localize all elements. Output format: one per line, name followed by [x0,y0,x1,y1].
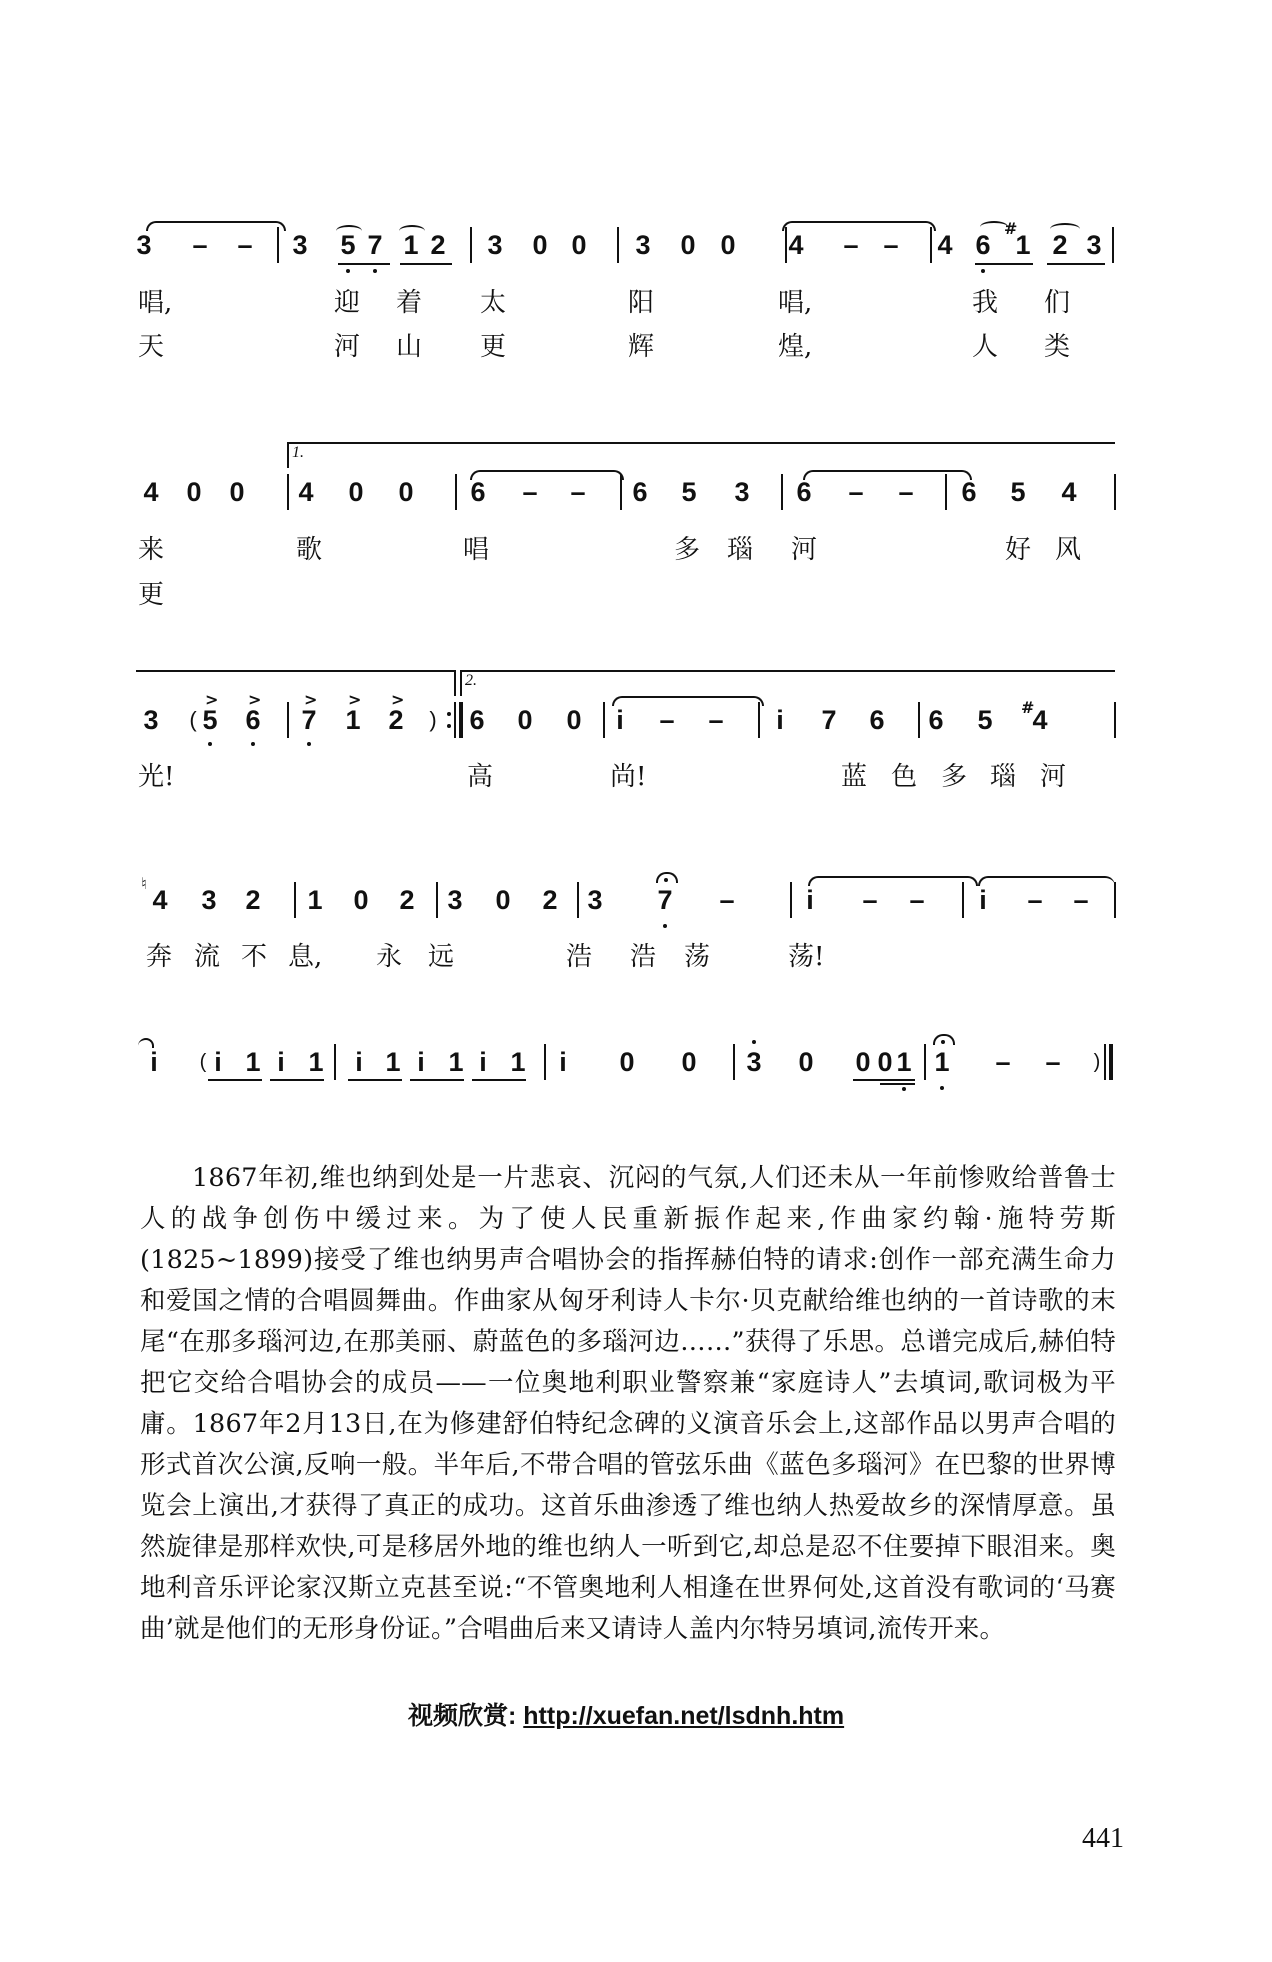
dash: – [898,477,914,507]
barline [277,227,279,263]
dash: – [522,477,538,507]
paren-open: ( [199,1051,207,1073]
underline [880,1083,915,1085]
note: 7 [821,705,837,735]
page-number: 441 [1082,1823,1124,1854]
barline [1114,474,1116,510]
lyric: 永 [376,942,403,972]
underline [338,263,390,265]
lyric: 多 [674,535,701,565]
note: 3 [136,230,152,260]
note: 2 [1052,230,1068,260]
barline [544,1044,546,1080]
note: 0 [186,477,202,507]
note: 0 [229,477,245,507]
paren-close: ) [429,707,437,732]
notes [0,472,1272,512]
underline [270,1079,324,1081]
note: 3 [1086,230,1102,260]
note: 5 [202,705,218,735]
sharp-sign: # [1004,219,1018,238]
accent-mark: > [304,690,318,709]
lyric: 息, [288,942,323,972]
barline [294,882,296,918]
barline [733,1044,735,1080]
repeat-end-barline [454,702,463,738]
note: 3 [635,230,651,260]
lyric: 唱, [138,288,173,318]
note: 1 [448,1047,464,1077]
low-octave-dot [902,1087,906,1091]
first-ending-bracket-cont [136,670,456,696]
note: i [355,1047,363,1077]
paren-close: ) [1093,1051,1101,1073]
note: 2 [542,885,558,915]
note: 1 [1015,230,1031,260]
note: 0 [398,477,414,507]
note: 6 [796,477,812,507]
low-octave-dot [208,742,212,746]
underline [208,1079,262,1081]
note: 4 [152,885,168,915]
barline [620,474,622,510]
note: 1 [510,1047,526,1077]
note: 0 [877,1047,893,1077]
lyric: 荡! [788,942,825,972]
lyric: 山 [396,332,423,362]
note: 4 [1061,477,1077,507]
note: 0 [495,885,511,915]
barline [455,474,457,510]
note: 0 [680,230,696,260]
dash: – [708,705,724,735]
note: i [806,885,814,915]
notes [0,874,1272,920]
barline [790,882,792,918]
lyric: 色 [891,762,918,792]
note: 0 [517,705,533,735]
note: 4 [937,230,953,260]
note: 6 [470,477,486,507]
barline [945,474,947,510]
note: 4 [143,477,159,507]
dash: – [1073,885,1089,915]
dash: – [862,885,878,915]
lyric: 高 [467,762,494,792]
lyric: 瑙 [727,535,754,565]
note: i [559,1047,567,1077]
note: 1 [307,885,323,915]
lyric: 来 [138,535,165,565]
lyric: 唱 [463,535,490,565]
lyric: 河 [334,332,361,362]
barline [436,882,438,918]
note: 6 [632,477,648,507]
note: 6 [869,705,885,735]
second-ending-label: 2. [465,672,477,689]
lyric: 更 [480,332,507,362]
lyric: 好 [1005,535,1032,565]
note: 5 [681,477,697,507]
low-octave-dot [251,742,255,746]
lyric: 我 [972,288,999,318]
final-barline [1104,1044,1113,1080]
note: 5 [977,705,993,735]
note: 4 [298,477,314,507]
lyric: 唱, [778,288,813,318]
accent-mark: > [391,690,405,709]
note: i [616,705,624,735]
note: 6 [245,705,261,735]
accent-mark: > [248,690,262,709]
barline [924,1044,926,1080]
video-link[interactable]: http://xuefan.net/lsdnh.htm [523,1702,845,1730]
lyric: 奔 [146,942,173,972]
lyric: 着 [396,288,423,318]
barline [1112,227,1114,263]
low-octave-dot [940,1086,944,1090]
barline [962,882,964,918]
lyric: 迎 [334,288,361,318]
lyric: 们 [1044,288,1071,318]
note: 3 [587,885,603,915]
underline [410,1079,464,1081]
note: 3 [746,1047,762,1077]
lyric: 河 [1040,762,1067,792]
sharp-sign: # [1021,698,1035,717]
note: 7 [657,885,673,915]
notes [0,219,1272,265]
barline [287,474,289,510]
dash: – [909,885,925,915]
note: 0 [720,230,736,260]
note: i [776,705,784,735]
first-ending-bracket [287,442,1115,468]
note: i [979,885,987,915]
low-octave-dot [981,269,985,273]
note: 0 [571,230,587,260]
note: 7 [367,230,383,260]
paren-open: ( [189,707,197,732]
lyric: 歌 [296,535,323,565]
note: 0 [348,477,364,507]
underline [348,1079,402,1081]
note: 7 [301,705,317,735]
lyric: 天 [138,332,165,362]
barline [577,882,579,918]
note: 4 [1032,705,1048,735]
barline [758,702,760,738]
dash: – [848,477,864,507]
accent-mark: > [205,690,219,709]
note: 1 [345,705,361,735]
barline [918,702,920,738]
barline [617,227,619,263]
description-text [140,1158,1116,1650]
note: 0 [681,1047,697,1077]
note: 2 [430,230,446,260]
repeat-dot [447,724,451,728]
notes [0,1042,1272,1082]
note: 1 [896,1047,912,1077]
note: 0 [532,230,548,260]
note: 3 [143,705,159,735]
lyric: 远 [428,942,455,972]
paragraph: 1867年初,维也纳到处是一片悲哀、沉闷的气氛,人们还未从一年前惨败给普鲁士人的战争创伤中缓过来。为了使人民重新振作起来,作曲家约翰·施特劳斯(1825~1899)接受了维也纳男声合唱协会的指挥赫伯特的请求:创作一部充满生命力和爱国之情的合唱圆舞曲。作曲家从匈牙利诗人卡尔·贝克献给维也纳的一首诗歌的末尾“在那多瑙河边,在那美丽、蔚蓝色的多瑙河边……”获得了乐思。总谱完成后,赫伯特把它交给合唱协会的成员——一位奥地利职业警察兼“家庭诗人”去填词,歌词极为平庸。1867年2月13日,在为修建舒伯特纪念碑的义演音乐会上,这部作品以男声合唱的形式首次公演,反响一般。半年后,不带合唱的管弦乐曲《蓝色多瑙河》在巴黎的世界博览会上演出,才获得了真正的成功。这首乐曲渗透了维也纳人热爱故乡的深情厚意。虽然旋律是那样欢快,可是移居外地的维也纳人一听到它,却总是忍不住要掉下眼泪来。奥地利音乐评论家汉斯立克甚至说:“不管奥地利人相逢在世界何处,这首没有歌词的‘马赛曲’就是他们的无形身份证。”合唱曲后来又请诗人盖内尔特另填词,流传开来。 [140,1163,1116,1644]
natural-sign: ♮ [141,874,147,893]
note: 3 [734,477,750,507]
low-octave-dot [307,742,311,746]
note: 1 [308,1047,324,1077]
note: 3 [292,230,308,260]
note: 1 [934,1047,950,1077]
barline [287,702,289,738]
repeat-dot [447,712,451,716]
note: 3 [447,885,463,915]
lyric: 人 [972,332,999,362]
barline [1114,882,1116,918]
note: 2 [399,885,415,915]
lyric: 流 [194,942,221,972]
underline [975,263,1033,265]
note: 5 [340,230,356,260]
lyric: 太 [480,288,507,318]
note: i [150,1047,158,1077]
dash: – [843,230,859,260]
low-octave-dot [346,269,350,273]
underline [1047,263,1105,265]
low-octave-dot [373,269,377,273]
underline [400,263,452,265]
note: 3 [487,230,503,260]
note: 5 [1010,477,1026,507]
video-label: 视频欣赏: [408,1702,517,1730]
note: 4 [788,230,804,260]
lyric: 浩 [630,942,657,972]
lyric: 光! [138,762,175,792]
dash: – [719,885,735,915]
lyric: 浩 [566,942,593,972]
note: 1 [245,1047,261,1077]
barline [470,227,472,263]
lyric: 辉 [628,332,655,362]
notes [0,690,1272,740]
dash: – [237,230,253,260]
note: 2 [388,705,404,735]
note: 1 [385,1047,401,1077]
second-ending-bracket [460,670,1115,696]
lyric: 蓝 [841,762,868,792]
underline [472,1079,526,1081]
dash: – [659,705,675,735]
note: i [417,1047,425,1077]
note: 0 [855,1047,871,1077]
lyric: 风 [1055,535,1082,565]
note: i [214,1047,222,1077]
note: 3 [201,885,217,915]
video-appreciation [408,1696,844,1732]
low-octave-dot [663,924,667,928]
note: 0 [566,705,582,735]
note: 6 [961,477,977,507]
barline [781,474,783,510]
lyric: 阳 [628,288,655,318]
note: i [479,1047,487,1077]
note: 6 [469,705,485,735]
dash: – [1027,885,1043,915]
note: 0 [353,885,369,915]
lyric: 煌, [778,332,813,362]
note: 0 [798,1047,814,1077]
accent-mark: > [348,690,362,709]
note: 0 [619,1047,635,1077]
note: 6 [928,705,944,735]
first-ending-label: 1. [292,444,304,461]
lyric: 尚! [610,762,647,792]
lyric: 更 [138,580,165,610]
barline [1114,702,1116,738]
lyric: 多 [941,762,968,792]
dash: – [995,1047,1011,1077]
note: 2 [245,885,261,915]
dash: – [570,477,586,507]
high-octave-dot [752,1040,756,1044]
dash: – [1045,1047,1061,1077]
dash: – [192,230,208,260]
lyric: 不 [241,942,268,972]
barline [334,1044,336,1080]
lyric: 荡 [684,942,711,972]
note: i [277,1047,285,1077]
barline [603,702,605,738]
note: 6 [975,230,991,260]
lyric: 瑙 [990,762,1017,792]
underline [853,1079,915,1081]
note: 1 [403,230,419,260]
lyric: 类 [1044,332,1071,362]
dash: – [883,230,899,260]
lyric: 河 [791,535,818,565]
